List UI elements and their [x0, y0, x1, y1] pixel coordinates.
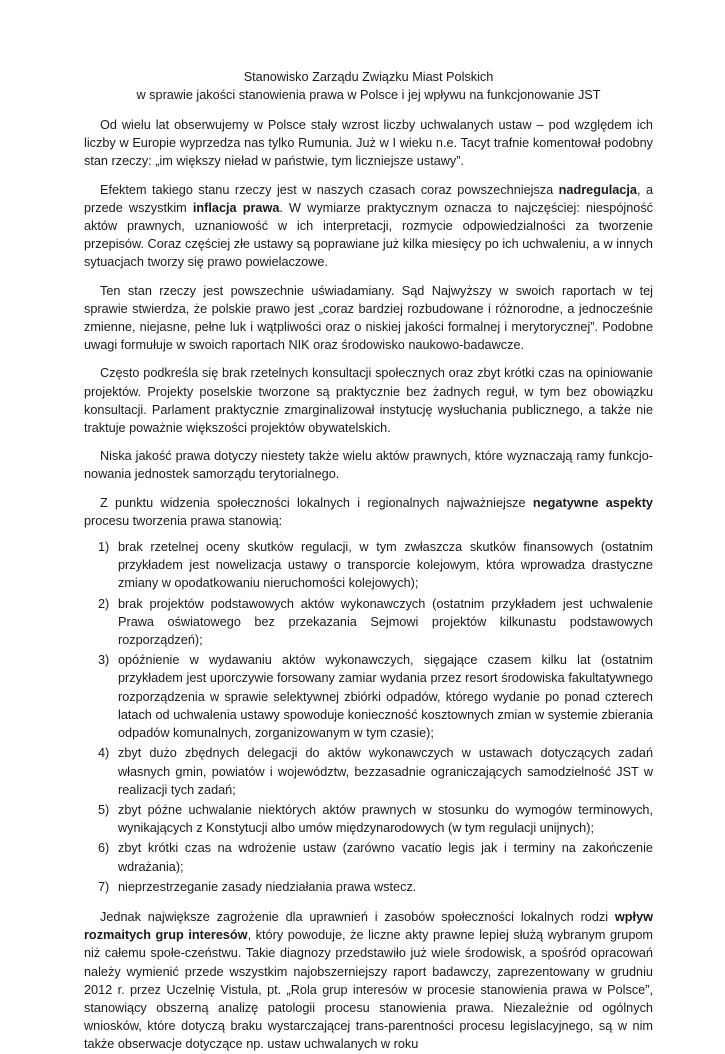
list-item-number: 3) — [98, 653, 110, 668]
list-item-text: nieprzestrzeganie zasady niedziałania prawa wstecz. — [118, 879, 417, 894]
list-item-text: zbyt krótki czas na wdrożenie ustaw (zarówno vacatio legis jak i terminy na zakończenie wdrażania); — [118, 841, 653, 874]
document-title — [84, 68, 653, 104]
list-item-text: brak projektów podstawowych aktów wykonawczych (ostatnim przykładem jest uchwalenie Prawa oświatowego bez przekazania Sejmowi projektów kilkunastu podstawowych rozporządzeń); — [118, 596, 653, 648]
paragraph-6 — [84, 494, 653, 530]
paragraph-2-text-a: Efektem takiego stanu rzeczy jest w naszych czasach coraz powszechniejsza — [100, 182, 559, 197]
list-item — [84, 595, 653, 650]
list-item — [84, 651, 653, 742]
paragraph-2-bold-2: inflacja prawa — [192, 200, 280, 215]
paragraph-7-text-a: Jednak największe zagrożenie dla uprawnień i zasobów społeczności lokalnych rodzi — [100, 909, 615, 924]
list-item — [84, 538, 653, 593]
paragraph-2-text-c: , a przede wszystkim — [84, 182, 653, 215]
paragraph-6-text-a: Z punktu widzenia społeczności lokalnych i regionalnych najważniejsze — [100, 495, 533, 510]
title-line-2: w sprawie jakości stanowienia prawa w Polsce i jej wpływu na funkcjonowanie JST — [136, 88, 601, 102]
list-item-number: 7) — [98, 879, 110, 894]
list-item-text: zbyt późne uchwalanie niektórych aktów prawnych w stosunku do wymogów terminowych, wynikających z Konstytucji albo umów międzynarodowych (w tym regulacji unijnych); — [118, 802, 653, 836]
list-item-text: zbyt dużo zbędnych delegacji do aktów wykonawczych w ustawach dotyczących zadań własnych gmin, powiatów i województw, bezzasadnie ograniczających samodzielność JST w realizacji tych zadań; — [118, 746, 653, 797]
paragraph-7-text-c: , który powoduje, że liczne akty prawne lepiej służą wybranym grupom niż całemu społe-czeństwu. Takie diagnozy przedstawiło już wiele środowisk, a spośród opracowań należy wymienić przede wszystkim najobszerniejszy raport badawczy, zaprezentowany w grudniu 2012 r. przez Uczelnię Vistula, pt. „Rola grup interesów w procesie stanowienia prawa w Polsce”, stanowiący obszerną analizę patologii procesu stanowienia prawa. Niezależnie od ogólnych wniosków, które dotyczą braku wystarczającej trans-parentności procesu legislacyjnego, są w nim także obserwacje dotyczące np. ustaw uchwalanych w roku — [84, 928, 654, 1052]
paragraph-6-bold: negatywne aspekty — [532, 495, 653, 510]
paragraph-6-text-c: procesu tworzenia prawa stanowią: — [84, 513, 283, 528]
list-item-text: opóźnienie w wydawaniu aktów wykonawczych, sięgające czasem kilku lat (ostatnim przykładem jest uporczywie forsowany zamiar wydania przez resort środowiska fakultatywnego rozporządzenia w sprawie selektywnej zbiórki odpadów, którego wydanie po ponad czterech latach od uchwalenia ustawy spowoduje konieczność kosztownych zmian w systemie zbierania odpadów komunalnych, zorganizowanym w tym czasie); — [118, 653, 653, 741]
list-item-number: 1) — [98, 540, 110, 555]
list-item — [84, 839, 653, 875]
list-item-number: 4) — [98, 746, 110, 761]
paragraph-3: Ten stan rzeczy jest powszechnie uświadamiany. Sąd Najwyższy w swoich raportach w tej sprawie stwierdza, że polskie prawo jest „coraz bardziej rozbudowane i różnorodne, a jednocześnie zmienne, niejasne, pełne luk i wątpliwości oraz o niskiej jakości formalnej i merytorycznej”. Podobne uwagi formułuje w swoich raportach NIK oraz środowisko naukowo-badawcze. — [84, 283, 653, 353]
paragraph-5: Niska jakość prawa dotyczy niestety także wielu aktów prawnych, które wyznaczają ramy funkcjo-nowania jednostek samorządu terytorialnego. — [84, 449, 653, 482]
list-item — [84, 744, 653, 799]
title-line-1: Stanowisko Zarządu Związku Miast Polskich — [243, 70, 494, 84]
list-item — [84, 801, 653, 837]
list-item-number: 5) — [98, 802, 110, 817]
paragraph-7-bold: wpływ rozmaitych grup interesów — [84, 909, 653, 943]
list-item — [84, 878, 653, 896]
paragraph-4: Często podkreśla się brak rzetelnych konsultacji społecznych oraz zbyt krótki czas na opiniowanie projektów. Projekty poselskie tworzone są praktycznie bez żadnych reguł, w tym bez obowiązku konsultacji. Parlament praktycznie zmarginalizował instytucję wysłuchania publicznego, a także nie traktuje poważnie większości projektów obywatelskich. — [84, 366, 653, 436]
list-item-number: 2) — [98, 596, 110, 611]
list-item-number: 6) — [98, 841, 110, 856]
paragraph-2-bold-1: nadregulacja — [558, 182, 637, 197]
paragraph-2-text-d: . W wymiarze praktycznym oznacza to najczęściej: niespójność aktów prawnych, uznaniowość w ich interpretacji, rozmycie odpowiedzialności za tworzenie przepisów. Coraz częściej złe ustawy są poprawiane już kilka miesięcy po ich uchwaleniu, a w innych sytuacjach tworzy się prawo powielaczowe. — [84, 200, 654, 270]
paragraph-1: Od wielu lat obserwujemy w Polsce stały wzrost liczby uchwalanych ustaw – pod względem ich liczby w Europie wyprzedza nas tylko Rumunia. Już w I wieku n.e. Tacyt trafnie komentował podobny stan rzeczy: „im większy nieład w państwie, tym liczniejsze ustawy”. — [84, 118, 653, 169]
list-item-text: brak rzetelnej oceny skutków regulacji, w tym zwłaszcza skutków finansowych (ostatnim przykładem jest nowelizacja ustawy o transporcie kolejowym, która wprowadza drastyczne zmiany w opodatkowaniu nieruchomości kolejowych); — [118, 540, 653, 591]
paragraph-2 — [84, 181, 653, 272]
paragraph-7 — [84, 908, 653, 1054]
negative-aspects-list — [84, 538, 653, 896]
